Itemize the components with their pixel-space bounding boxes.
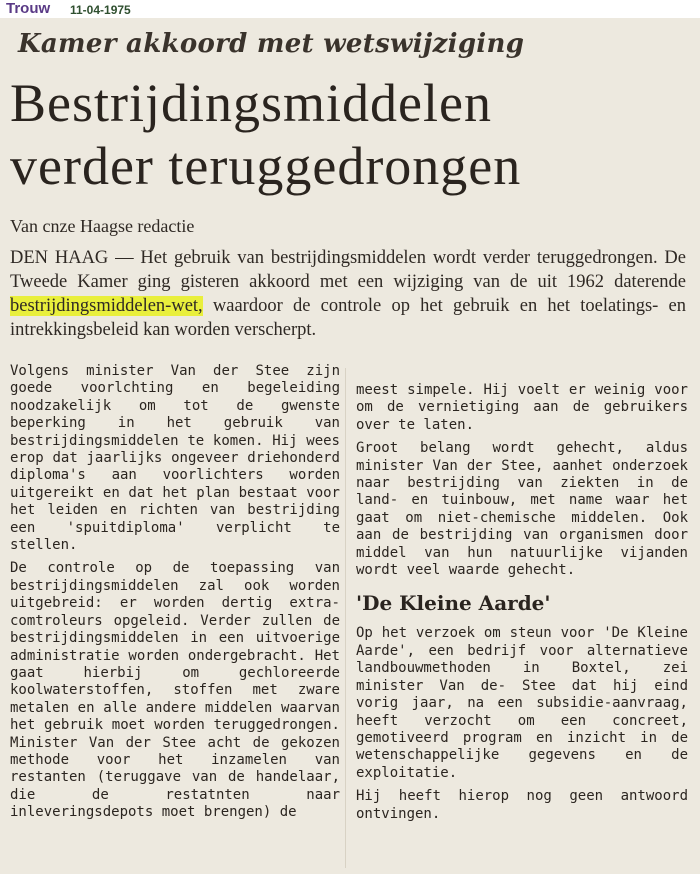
lead-text-end: waardoor de controle op het gebruik en het toelatings- en intrekkingsbeleid kan worden verscherpt.	[10, 296, 686, 340]
column-divider	[345, 368, 346, 868]
article-kicker: Kamer akkoord met wetswijziging	[18, 29, 525, 59]
section-subhead: 'De Kleine Aarde'	[356, 591, 551, 616]
body-paragraph: Hij heeft hierop nog geen antwoord ontvingen.	[356, 788, 688, 822]
headline-line-2: verder teruggedrongen	[10, 136, 522, 196]
column-left	[10, 363, 340, 828]
article-headline	[10, 72, 690, 198]
body-paragraph: Groot belang wordt gehecht, aldus minister Van der Stee, aanhet onderzoek naar bestrijding van ziekten in de land- en tuinbouw, met name waar het gaat om niet-chemische middelen. Ook aan de bestrijding van organismen door middel van hun natuurlijke vijanden wordt veel waarde gehecht.	[356, 440, 688, 579]
source-bar	[0, 0, 700, 18]
newspaper-clipping	[0, 18, 700, 874]
publication-date: 11-04-1975	[70, 3, 131, 17]
article-lead	[10, 246, 686, 342]
headline-line-1: Bestrijdingsmiddelen	[10, 73, 492, 133]
lead-text-start: DEN HAAG — Het gebruik van bestrijdingsmiddelen wordt verder teruggedrongen. De Tweede Kamer ging gisteren akkoord met een wijziging van de uit 1962 daterende	[10, 248, 686, 292]
body-paragraph: Op het verzoek om steun voor 'De Kleine Aarde', een bedrijf voor alternatieve landbouwmethoden in Boxtel, zei minister Van de- Stee dat hij eind vorig jaar, na een subsidie-aanvraag, heeft verzocht om een concreet, gemotiveerd program en inzicht in de wetenschappelijke gegevens en de exploitatie.	[356, 625, 688, 781]
highlighted-term: bestrijdingsmiddelen-wet,	[10, 296, 203, 316]
body-paragraph: meest simpele. Hij voelt er weinig voor om de vernietiging aan de gebruikers over te laten.	[356, 382, 688, 433]
newspaper-name: Trouw	[6, 0, 51, 17]
body-paragraph: Volgens minister Van der Stee zijn goede voorlchting en begeleiding noodzakelijk om tot de gwenste beperking in het gebruik van bestrijdingsmiddelen te komen. Hij wees erop dat jaarlijks ongeveer driehonderd diploma's aan voorlichters worden uitgereikt en dat het plan bestaat voor het leiden en richten van bestrijding een 'spuitdiploma' verplicht te stellen.	[10, 363, 340, 554]
body-paragraph: De controle op de toepassing van bestrijdingsmiddelen zal ook worden uitgebreid: er worden dertig extra-comtroleurs opgeleid. Verder zullen de bestrijdingsmiddelen in een uitvoerige administratie worden ondergebracht. Het gaat hierbij om gechloreerde koolwaterstoffen, stoffen met zware metalen en alle andere middelen waarvan het gebruik moet worden teruggedrongen. Minister Van der Stee acht de gekozen methode voor het inzamelen van restanten (teruggave van de handelaar, die de restatnten naar inleveringsdepots moet brengen) de	[10, 560, 340, 821]
article-byline: Van cnze Haagse redactie	[10, 216, 195, 236]
column-right	[356, 382, 688, 829]
